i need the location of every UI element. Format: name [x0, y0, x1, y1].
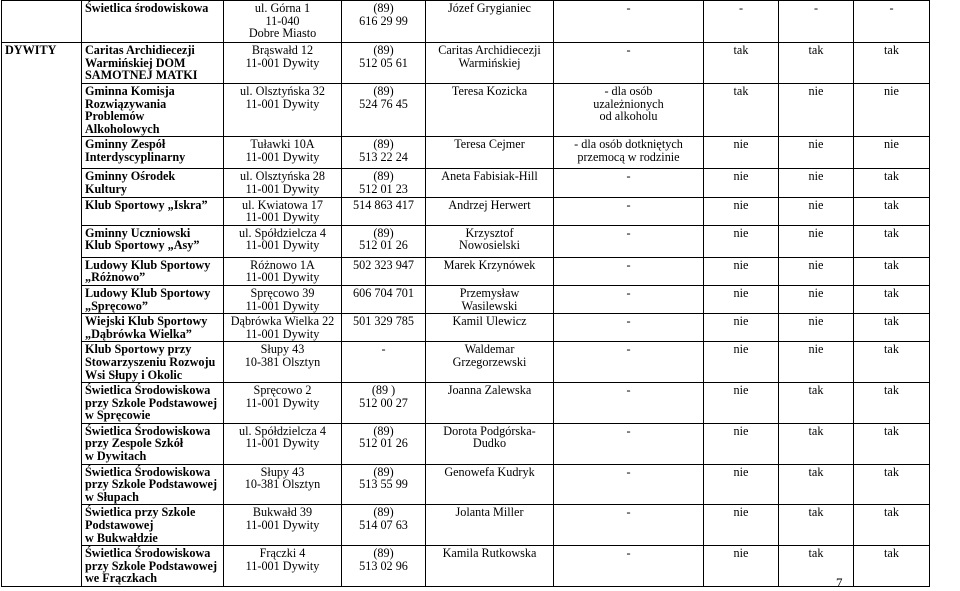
- status-col-3: -: [854, 1, 930, 43]
- phone: 514 863 417: [342, 197, 426, 225]
- phone: (89) 616 29 99: [342, 1, 426, 43]
- table-row: [2, 137, 930, 169]
- target-group: -: [554, 383, 704, 424]
- address: ul. Górna 1 11-040 Dobre Miasto: [224, 1, 342, 43]
- target-group: -: [554, 257, 704, 285]
- contact-person: Krzysztof Nowosielski: [426, 225, 554, 257]
- phone: (89) 512 01 26: [342, 225, 426, 257]
- status-col-2: nie: [779, 84, 854, 137]
- target-group: -: [554, 169, 704, 197]
- status-col-2: tak: [779, 383, 854, 424]
- table-row: [2, 464, 930, 505]
- group-label: DYWITY: [2, 43, 82, 587]
- institution-name: Wiejski Klub Sportowy „Dąbrówka Wielka”: [82, 314, 224, 342]
- phone: (89) 513 22 24: [342, 137, 426, 169]
- status-col-3: tak: [854, 342, 930, 383]
- contact-person: Marek Krzynówek: [426, 257, 554, 285]
- contact-person: Józef Grygianiec: [426, 1, 554, 43]
- status-col-3: tak: [854, 314, 930, 342]
- address: Słupy 43 10-381 Olsztyn: [224, 342, 342, 383]
- address: Frączki 4 11-001 Dywity: [224, 546, 342, 587]
- table-row: [2, 84, 930, 137]
- status-col-3: tak: [854, 169, 930, 197]
- status-col-2: -: [779, 1, 854, 43]
- institution-name: Gminna Komisja Rozwiązywania Problemów Alkoholowych: [82, 84, 224, 137]
- contact-person: Joanna Zalewska: [426, 383, 554, 424]
- institution-name: Caritas Archidiecezji Warmińskiej DOM SAMOTNEJ MATKI: [82, 43, 224, 84]
- address: Słupy 43 10-381 Olsztyn: [224, 464, 342, 505]
- status-col-2: tak: [779, 423, 854, 464]
- status-col-3: tak: [854, 505, 930, 546]
- status-col-1: tak: [704, 43, 779, 84]
- address: Tuławki 10A 11-001 Dywity: [224, 137, 342, 169]
- status-col-3: tak: [854, 225, 930, 257]
- table-row: [2, 423, 930, 464]
- status-col-2: tak: [779, 43, 854, 84]
- phone: (89) 513 55 99: [342, 464, 426, 505]
- contact-person: Kamil Ulewicz: [426, 314, 554, 342]
- table-row: [2, 169, 930, 197]
- institution-name: Świetlica środowiskowa: [82, 1, 224, 43]
- table-row: [2, 43, 930, 84]
- status-col-2: nie: [779, 257, 854, 285]
- status-col-2: nie: [779, 197, 854, 225]
- institution-name: Klub Sportowy przy Stowarzyszeniu Rozwoju Wsi Słupy i Okolic: [82, 342, 224, 383]
- status-col-2: nie: [779, 225, 854, 257]
- status-col-1: nie: [704, 464, 779, 505]
- address: Różnowo 1A 11-001 Dywity: [224, 257, 342, 285]
- target-group: -: [554, 342, 704, 383]
- phone: (89) 512 01 23: [342, 169, 426, 197]
- status-col-2: tak: [779, 464, 854, 505]
- status-col-1: nie: [704, 546, 779, 587]
- status-col-2: nie: [779, 314, 854, 342]
- contact-person: Caritas Archidiecezji Warmińskiej: [426, 43, 554, 84]
- target-group: -: [554, 1, 704, 43]
- status-col-2: nie: [779, 169, 854, 197]
- contact-person: Kamila Rutkowska: [426, 546, 554, 587]
- target-group: -: [554, 225, 704, 257]
- target-group: -: [554, 546, 704, 587]
- institution-name: Świetlica Środowiskowa przy Zespole Szkół w Dywitach: [82, 423, 224, 464]
- institution-name: Gminny Uczniowski Klub Sportowy „Asy”: [82, 225, 224, 257]
- status-col-1: nie: [704, 225, 779, 257]
- status-col-3: tak: [854, 546, 930, 587]
- address: ul. Olsztyńska 32 11-001 Dywity: [224, 84, 342, 137]
- status-col-1: nie: [704, 197, 779, 225]
- phone: (89) 512 01 26: [342, 423, 426, 464]
- phone: (89) 524 76 45: [342, 84, 426, 137]
- status-col-3: nie: [854, 137, 930, 169]
- phone: 606 704 701: [342, 285, 426, 313]
- status-col-3: nie: [854, 84, 930, 137]
- status-col-3: tak: [854, 285, 930, 313]
- status-col-3: tak: [854, 197, 930, 225]
- phone: -: [342, 342, 426, 383]
- table-row: [2, 225, 930, 257]
- address: Dąbrówka Wielka 22 11-001 Dywity: [224, 314, 342, 342]
- phone: (89 ) 512 00 27: [342, 383, 426, 424]
- status-col-3: tak: [854, 423, 930, 464]
- address: ul. Spółdzielcza 4 11-001 Dywity: [224, 423, 342, 464]
- institution-name: Ludowy Klub Sportowy „Spręcowo”: [82, 285, 224, 313]
- contact-person: Jolanta Miller: [426, 505, 554, 546]
- table-row: [2, 546, 930, 587]
- contact-person: Waldemar Grzegorzewski: [426, 342, 554, 383]
- target-group: -: [554, 423, 704, 464]
- status-col-1: nie: [704, 257, 779, 285]
- status-col-1: nie: [704, 314, 779, 342]
- institution-name: Gminny Zespół Interdyscyplinarny: [82, 137, 224, 169]
- status-col-3: tak: [854, 383, 930, 424]
- status-col-1: nie: [704, 137, 779, 169]
- target-group: -: [554, 197, 704, 225]
- address: Bukwałd 39 11-001 Dywity: [224, 505, 342, 546]
- target-group: -: [554, 285, 704, 313]
- page-number: 7: [836, 575, 843, 590]
- contact-person: Przemysław Wasilewski: [426, 285, 554, 313]
- status-col-1: nie: [704, 169, 779, 197]
- table-row: [2, 505, 930, 546]
- institution-name: Ludowy Klub Sportowy „Różnowo”: [82, 257, 224, 285]
- status-col-3: tak: [854, 464, 930, 505]
- status-col-2: tak: [779, 505, 854, 546]
- contact-person: Aneta Fabisiak-Hill: [426, 169, 554, 197]
- address: ul. Olsztyńska 28 11-001 Dywity: [224, 169, 342, 197]
- contact-person: Teresa Kozicka: [426, 84, 554, 137]
- phone: (89) 514 07 63: [342, 505, 426, 546]
- status-col-1: nie: [704, 383, 779, 424]
- status-col-2: nie: [779, 285, 854, 313]
- table-row: [2, 1, 930, 43]
- target-group: -: [554, 464, 704, 505]
- status-col-1: nie: [704, 423, 779, 464]
- table-row: [2, 257, 930, 285]
- phone: (89) 513 02 96: [342, 546, 426, 587]
- table-row: [2, 197, 930, 225]
- status-col-1: nie: [704, 505, 779, 546]
- status-col-1: tak: [704, 84, 779, 137]
- table-row: [2, 383, 930, 424]
- institution-name: Świetlica Środowiskowa przy Szkole Podstawowej we Frączkach: [82, 546, 224, 587]
- phone: (89) 512 05 61: [342, 43, 426, 84]
- status-col-2: nie: [779, 342, 854, 383]
- institution-name: Klub Sportowy „Iskra”: [82, 197, 224, 225]
- group-cell: [2, 1, 82, 43]
- target-group: - dla osób uzależnionych od alkoholu: [554, 84, 704, 137]
- status-col-1: -: [704, 1, 779, 43]
- institution-name: Świetlica przy Szkole Podstawowej w Bukwałdzie: [82, 505, 224, 546]
- address: Spręcowo 2 11-001 Dywity: [224, 383, 342, 424]
- contact-person: Teresa Cejmer: [426, 137, 554, 169]
- table-row: [2, 342, 930, 383]
- contact-person: Genowefa Kudryk: [426, 464, 554, 505]
- target-group: - dla osób dotkniętych przemocą w rodzinie: [554, 137, 704, 169]
- status-col-1: nie: [704, 285, 779, 313]
- address: ul. Kwiatowa 17 11-001 Dywity: [224, 197, 342, 225]
- institutions-table: [1, 0, 930, 587]
- target-group: -: [554, 314, 704, 342]
- address: Brąswałd 12 11-001 Dywity: [224, 43, 342, 84]
- status-col-3: tak: [854, 257, 930, 285]
- address: Spręcowo 39 11-001 Dywity: [224, 285, 342, 313]
- status-col-2: nie: [779, 137, 854, 169]
- status-col-1: nie: [704, 342, 779, 383]
- contact-person: Andrzej Herwert: [426, 197, 554, 225]
- target-group: -: [554, 43, 704, 84]
- address: ul. Spółdzielcza 4 11-001 Dywity: [224, 225, 342, 257]
- contact-person: Dorota Podgórska- Dudko: [426, 423, 554, 464]
- status-col-2: tak: [779, 546, 854, 587]
- table-row: [2, 285, 930, 313]
- phone: 502 323 947: [342, 257, 426, 285]
- institution-name: Świetlica Środowiskowa przy Szkole Podstawowej w Spręcowie: [82, 383, 224, 424]
- table-row: [2, 314, 930, 342]
- phone: 501 329 785: [342, 314, 426, 342]
- institution-name: Gminny Ośrodek Kultury: [82, 169, 224, 197]
- status-col-3: tak: [854, 43, 930, 84]
- target-group: -: [554, 505, 704, 546]
- institution-name: Świetlica Środowiskowa przy Szkole Podstawowej w Słupach: [82, 464, 224, 505]
